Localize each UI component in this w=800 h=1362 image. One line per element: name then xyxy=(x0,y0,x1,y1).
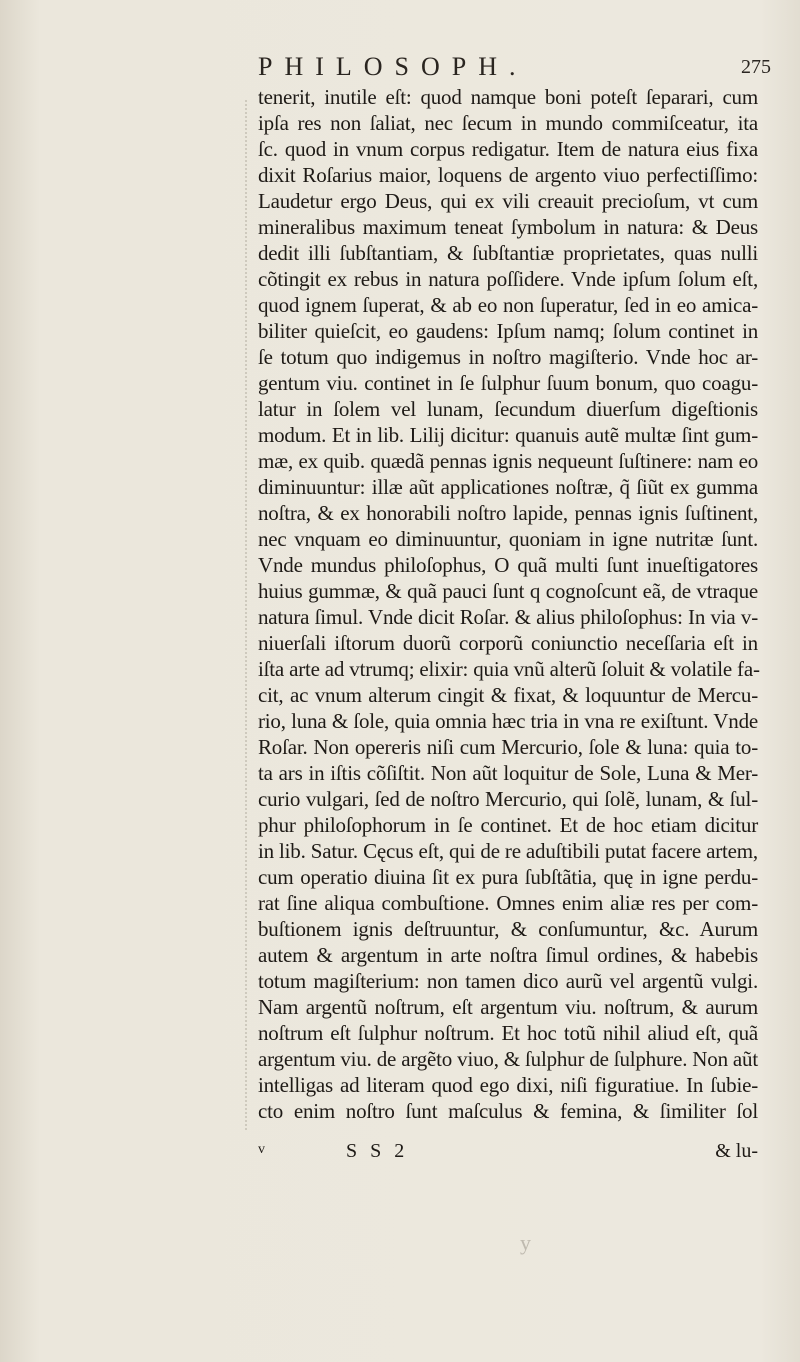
text-line: quod ignem ſuperat, & ab eo non ſuperatur, ſed in eo amica- xyxy=(258,293,758,317)
text-line: cto enim noſtro ſunt maſculus & femina, & ſimiliter ſol xyxy=(258,1099,758,1123)
text-line: niuerſali iſtorum duorũ corporũ coniunctio neceſſaria eſt in xyxy=(258,631,758,655)
text-line: gentum viu. continet in ſe ſulphur ſuum bonum, quo coagu- xyxy=(258,371,758,395)
text-line: huius gummæ, & quã pauci ſunt q cognoſcunt eã, de vtraque xyxy=(258,579,758,603)
text-line: latur in ſolem vel lunam, ſecundum diuerſum digeſtionis xyxy=(258,397,758,421)
text-line: curio vulgari, ſed de noſtro Mercurio, qui ſolẽ, lunam, & ſul- xyxy=(258,787,758,811)
text-line: natura ſimul. Vnde dicit Roſar. & alius philoſophus: In via v- xyxy=(258,605,758,629)
catchword: & lu- xyxy=(715,1140,758,1162)
text-line: iſta arte ad vtrumq; elixir: quia vnũ alterũ ſoluit & volatile fa- xyxy=(258,657,760,681)
signature-mark: S S 2 xyxy=(346,1140,409,1162)
text-line: cõtingit ex rebus in natura poſſidere. Vnde ipſum ſolum eſt, xyxy=(258,267,758,291)
text-line: Laudetur ergo Deus, qui ex vili creauit precioſum, vt cum xyxy=(258,189,758,213)
text-line: noſtrum eſt ſulphur noſtrum. Et hoc totũ nihil aliud eſt, quã xyxy=(258,1021,758,1045)
text-line: Roſar. Non opereris niſi cum Mercurio, ſole & luna: quia to- xyxy=(258,735,758,759)
body-text xyxy=(258,84,758,1124)
text-line: ta ars in iſtis cõſiſtit. Non aũt loquitur de Sole, Luna & Mer- xyxy=(258,761,758,785)
text-line: intelligas ad literam quod ego dixi, niſi figuratiue. In ſubie- xyxy=(258,1073,758,1097)
text-line: rat ſine aliqua combuſtione. Omnes enim aliæ res per com- xyxy=(258,891,758,915)
catch-mark: v xyxy=(258,1142,265,1157)
text-line: diminuuntur: illæ aũt applicationes noſtræ, q̃ ſiũt ex gumma xyxy=(258,475,758,499)
text-line: tenerit, inutile eſt: quod namque boni poteſt ſeparari, cum xyxy=(258,85,758,109)
text-line: mæ, ex quib. quædã pennas ignis nequeunt ſuſtinere: nam eo xyxy=(258,449,758,473)
text-line: in lib. Satur. Cęcus eſt, qui de re aduſtibili putat facere artem, xyxy=(258,839,758,863)
text-line: modum. Et in lib. Lilij dicitur: quanuis autẽ multæ ſint gum- xyxy=(258,423,758,447)
text-line: cit, ac vnum alterum cingit & fixat, & loquuntur de Mercu- xyxy=(258,683,758,707)
page-number: 275 xyxy=(741,56,771,78)
text-line: dixit Roſarius maior, loquens de argento viuo perfectiſſimo: xyxy=(258,163,758,187)
show-through-mark: y xyxy=(520,1230,531,1255)
text-line: autem & argentum in arte noſtra ſimul ordines, & habebis xyxy=(258,943,758,967)
text-line: biliter quieſcit, eo gaudens: Ipſum namq; ſolum continet in xyxy=(258,319,758,343)
text-line: buſtionem ignis deſtruuntur, & conſumuntur, &c. Aurum xyxy=(258,917,758,941)
page-gutter-shadow xyxy=(245,100,253,1130)
catchline xyxy=(258,1140,758,1166)
text-line: ſe totum quo indigemus in noſtro magiſterio. Vnde hoc ar- xyxy=(258,345,758,369)
text-line: Vnde mundus philoſophus, O quã multi ſunt inueſtigatores xyxy=(258,553,758,577)
text-line: ipſa res non ſaliat, nec ſecum in mundo commiſceatur, ita xyxy=(258,111,758,135)
text-line: nec vnquam eo diminuuntur, quoniam in igne nutritæ ſunt. xyxy=(258,527,758,551)
text-line: mineralibus maximum teneat ſymbolum in natura: & Deus xyxy=(258,215,758,239)
text-line: argentum viu. de argẽto viuo, & ſulphur de ſulphure. Non aũt xyxy=(258,1047,758,1071)
text-line: rio, luna & ſole, quia omnia hæc tria in vna re exiſtunt. Vnde xyxy=(258,709,758,733)
text-line: dedit illi ſubſtantiam, & ſubſtantiæ proprietates, quas nulli xyxy=(258,241,758,265)
text-line: totum magiſterium: non tamen dico aurũ vel argentũ vulgi. xyxy=(258,969,758,993)
running-head xyxy=(0,52,800,82)
text-line: noſtra, & ex honorabili noſtro lapide, pennas ignis ſuſtinent, xyxy=(258,501,758,525)
running-title: PHILOSOPH. xyxy=(258,52,528,81)
text-line: Nam argentũ noſtrum, eſt argentum viu. noſtrum, & aurum xyxy=(258,995,758,1019)
text-line: ſc. quod in vnum corpus redigatur. Item de natura eius fixa xyxy=(258,137,758,161)
text-line: cum operatio diuina ſit ex pura ſubſtãtia, quę in igne perdu- xyxy=(258,865,758,889)
text-line: phur philoſophorum in ſe continet. Et de hoc etiam dicitur xyxy=(258,813,758,837)
